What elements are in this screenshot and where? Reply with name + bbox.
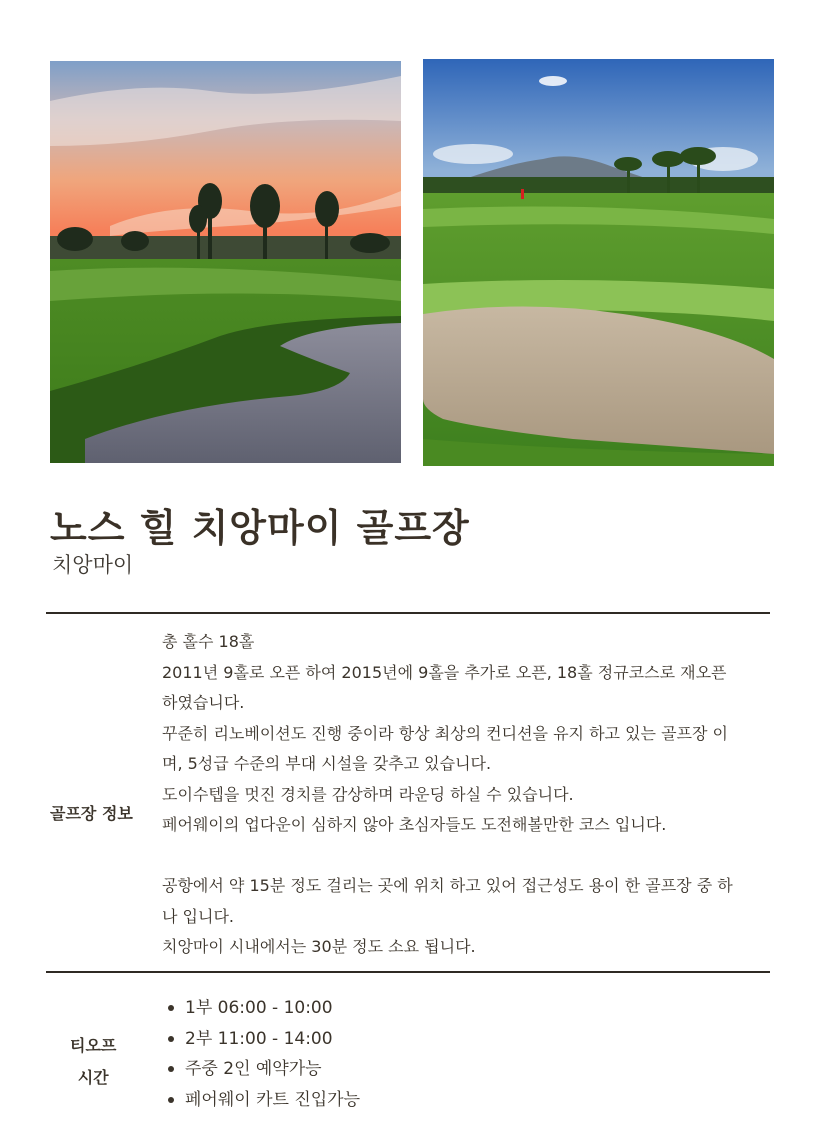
tee-item-text: 페어웨이 카트 진입가능 xyxy=(185,1089,361,1110)
course-info-text xyxy=(162,627,762,963)
golf-course-sunset-photo xyxy=(50,61,401,463)
info-line: 2011년 9홀로 오픈 하여 2015년에 9홀을 추가로 오픈, 18홀 정규코스로 재오픈 xyxy=(162,662,727,682)
info-line: 치앙마이 시내에서는 30분 정도 소요 됩니다. xyxy=(162,937,476,956)
info-line: 나 입니다. xyxy=(162,906,234,926)
info-line: 총 홀수 18홀 xyxy=(162,632,255,651)
info-line-blank xyxy=(162,841,762,872)
tee-off-label xyxy=(70,1030,116,1094)
list-item xyxy=(162,1085,360,1116)
course-info-label: 골프장 정보 xyxy=(50,804,133,823)
info-line: 꾸준히 리노베이션도 진행 중이라 항상 최상의 컨디션을 유지 하고 있는 골프장 이 xyxy=(162,723,728,743)
tee-item-text: 주중 2인 예약가능 xyxy=(185,1059,322,1079)
section-divider xyxy=(46,971,770,973)
bullet-icon xyxy=(168,1036,174,1042)
location-subtitle: 치앙마이 xyxy=(52,553,134,577)
list-item xyxy=(162,993,360,1024)
bullet-icon xyxy=(168,1097,174,1103)
info-line: 공항에서 약 15분 정도 걸리는 곳에 위치 하고 있어 접근성도 용이 한 골프장 중 하 xyxy=(162,876,733,895)
tee-item-text: 1부 06:00 - 10:00 xyxy=(185,998,333,1018)
info-line: 하였습니다. xyxy=(162,693,245,712)
tee-off-label-line2: 시간 xyxy=(77,1068,109,1087)
info-line: 도이수텝을 멋진 경치를 감상하며 라운딩 하실 수 있습니다. xyxy=(162,784,574,804)
page-title: 노스 힐 치앙마이 골프장 xyxy=(50,506,470,550)
info-line: 며, 5성급 수준의 부대 시설을 갖추고 있습니다. xyxy=(162,754,492,773)
list-item xyxy=(162,1054,360,1085)
list-item xyxy=(162,1024,360,1055)
tee-item-text: 2부 11:00 - 14:00 xyxy=(185,1028,333,1049)
bullet-icon xyxy=(168,1005,174,1011)
golf-course-bunker-photo xyxy=(423,59,774,466)
bullet-icon xyxy=(168,1066,174,1072)
section-divider xyxy=(46,612,770,614)
tee-off-list xyxy=(162,993,360,1115)
info-line: 페어웨이의 업다운이 심하지 않아 초심자들도 도전해볼만한 코스 입니다. xyxy=(162,815,667,834)
tee-off-label-line1: 티오프 xyxy=(70,1036,117,1055)
